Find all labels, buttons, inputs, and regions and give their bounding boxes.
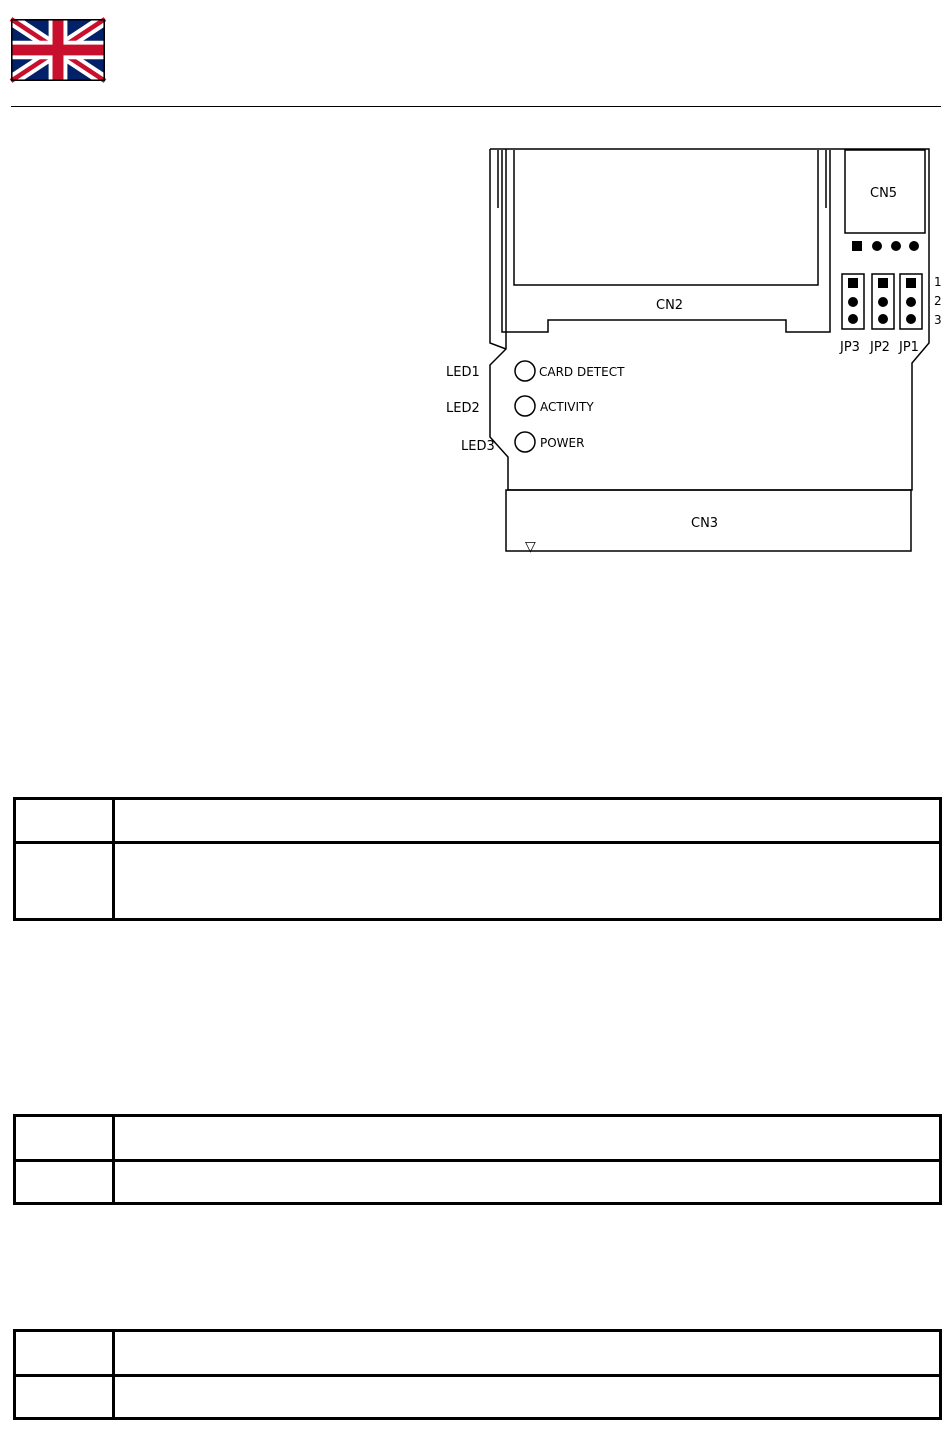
table-cell [15, 1331, 114, 1376]
led3-circle [515, 432, 535, 452]
table-row [15, 799, 941, 843]
spec-table-2 [13, 1114, 942, 1205]
table-cell [15, 1376, 114, 1419]
table-row [15, 1116, 941, 1161]
table-cell [114, 1331, 941, 1376]
cn5-label: CN5 [870, 186, 898, 201]
spec-table-1 [13, 797, 942, 921]
table-cell [114, 1161, 941, 1204]
jp3-label: JP3 [840, 340, 860, 355]
table-cell [15, 1161, 114, 1204]
pin-number-1: 1 [934, 275, 942, 289]
table-cell [15, 1116, 114, 1161]
led2-id: LED2 [446, 401, 480, 416]
led2-circle [515, 396, 535, 416]
led1-id: LED1 [446, 365, 480, 380]
cn2-slot [514, 150, 818, 285]
table-cell [114, 1116, 941, 1161]
jp2-label: JP2 [870, 340, 890, 355]
united-kingdom-flag-icon [11, 19, 105, 81]
pin-number-3: 3 [934, 313, 942, 327]
table-row [15, 843, 941, 920]
table-row [15, 1376, 941, 1419]
table-cell [15, 799, 114, 843]
jp1-label: JP1 [899, 340, 919, 355]
led1-circle [515, 361, 535, 381]
table-cell [114, 799, 941, 843]
led3-id: LED3 [461, 439, 495, 454]
spec-table-3 [13, 1329, 942, 1420]
header-divider [11, 106, 941, 107]
led2-label: ACTIVITY [540, 400, 594, 414]
table-cell [114, 1376, 941, 1419]
cn5-pins [852, 241, 919, 251]
table-cell [15, 843, 114, 920]
pin1-marker-icon: ▽ [525, 539, 536, 555]
led1-label: CARD DETECT [539, 365, 625, 379]
board-diagram [440, 140, 940, 570]
table-row [15, 1161, 941, 1204]
pin-number-2: 2 [934, 294, 942, 308]
table-cell [114, 843, 941, 920]
led3-label: POWER [540, 436, 585, 450]
table-row [15, 1331, 941, 1376]
jumper-pins [848, 278, 916, 324]
cn2-label: CN2 [656, 298, 684, 313]
cn3-label: CN3 [691, 516, 719, 531]
